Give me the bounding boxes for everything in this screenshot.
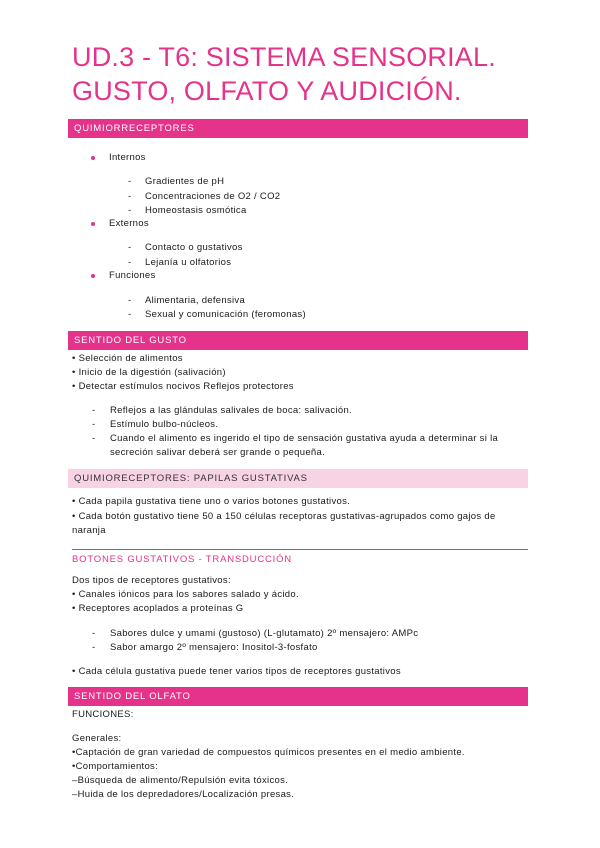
list-item: • Inicio de la digestión (salivación) (72, 367, 226, 378)
dash-icon: - (128, 257, 132, 268)
list-item: Gradientes de pH (145, 176, 225, 187)
list-item: • Detectar estímulos nocivos Reflejos protectores (72, 381, 294, 392)
section-heading-olfato: SENTIDO DEL OLFATO (68, 687, 528, 706)
dash-icon: - (128, 242, 132, 253)
list-item: Estímulo bulbo-núcleos. (110, 419, 219, 430)
dash-icon: - (92, 419, 96, 430)
section-heading-botones-label: BOTONES GUSTATIVOS - TRANSDUCCIÓN (72, 554, 292, 565)
bullet-icon (91, 222, 95, 226)
list-item: Sabores dulce y umami (gustoso) (L-glutamato) 2º mensajero: AMPc (110, 628, 419, 639)
list-item: Sabor amargo 2º mensajero: Inositol-3-fosfato (110, 642, 318, 653)
dash-icon: - (128, 309, 132, 320)
paragraph-line: –Búsqueda de alimento/Repulsión evita tóxicos. (72, 775, 289, 786)
list-item: Contacto o gustativos (145, 242, 243, 253)
paragraph-line: • Cada papila gustativa tiene uno o varios botones gustativos. (72, 496, 351, 507)
title-line-2: GUSTO, OLFATO Y AUDICIÓN. (72, 76, 462, 106)
list-item: Sexual y comunicación (feromonas) (145, 309, 306, 320)
paragraph-line: naranja (72, 525, 106, 536)
dash-icon: - (128, 295, 132, 306)
list-item: Alimentaria, defensiva (145, 295, 246, 306)
section-heading-botones (72, 549, 528, 566)
list-item-externos: Externos (109, 218, 149, 229)
list-item: • Selección de alimentos (72, 353, 183, 364)
paragraph-line: •Captación de gran variedad de compuestos químicos presentes en el medio ambiente. (72, 747, 465, 758)
list-item-continuation: secreción salivar deberá ser grande o pequeña. (110, 447, 326, 458)
list-item: • Cada célula gustativa puede tener varios tipos de receptores gustativos (72, 666, 401, 677)
title-line-1: UD.3 - T6: SISTEMA SENSORIAL. (72, 42, 496, 72)
paragraph-line: • Cada botón gustativo tiene 50 a 150 células receptoras gustativas-agrupados como gajos de (72, 511, 496, 522)
page-title (72, 40, 552, 108)
dash-icon: - (92, 405, 96, 416)
section-heading-gusto: SENTIDO DEL GUSTO (68, 331, 528, 350)
dash-icon: - (92, 642, 96, 653)
list-item-funciones: Funciones (109, 270, 156, 281)
dash-icon: - (92, 628, 96, 639)
dash-icon: - (92, 433, 96, 444)
paragraph-line: Dos tipos de receptores gustativos: (72, 575, 231, 586)
list-item: Cuando el alimento es ingerido el tipo de sensación gustativa ayuda a determinar si la (110, 433, 499, 444)
paragraph-line: •Comportamientos: (72, 761, 159, 772)
list-item: Homeostasis osmótica (145, 205, 247, 216)
list-item: Lejanía u olfatorios (145, 257, 232, 268)
bullet-icon (91, 156, 95, 160)
list-item: • Canales iónicos para los sabores salado y ácido. (72, 589, 299, 600)
subheading-generales: Generales: (72, 733, 122, 744)
list-item: • Receptores acoplados a proteínas G (72, 603, 244, 614)
list-item: Concentraciones de O2 / CO2 (145, 191, 281, 202)
dash-icon: - (128, 191, 132, 202)
list-item: Reflejos a las glándulas salivales de boca: salivación. (110, 405, 352, 416)
bullet-icon (91, 274, 95, 278)
section-heading-papilas: QUIMIORECEPTORES: PAPILAS GUSTATIVAS (68, 469, 528, 488)
section-heading-quimiorreceptores: QUIMIORRECEPTORES (68, 119, 528, 138)
dash-icon: - (128, 205, 132, 216)
list-item-internos: Internos (109, 152, 146, 163)
subheading-funciones: FUNCIONES: (72, 709, 134, 720)
dash-icon: - (128, 176, 132, 187)
paragraph-line: –Huida de los depredadores/Localización presas. (72, 789, 295, 800)
